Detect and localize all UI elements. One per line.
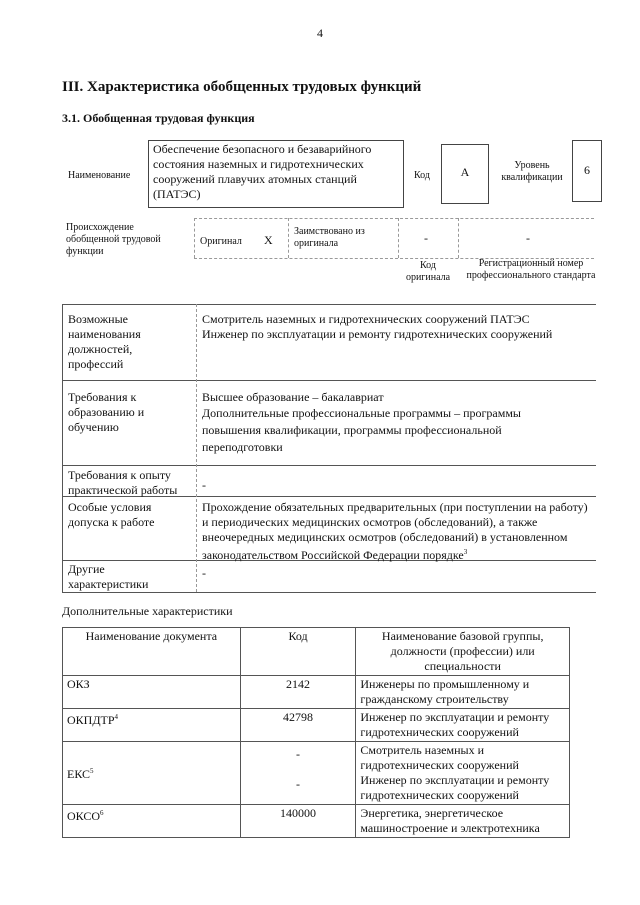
original-mark: X [264, 233, 273, 247]
education-value-2: Дополнительные профессиональные программы – программы повышения квалификации, программы профессиональной переподготовки [202, 406, 521, 454]
header-name: Наименование базовой группы, должности (профессии) или специальности [356, 628, 570, 676]
code-box [441, 144, 489, 204]
table-row [63, 676, 570, 709]
education-value-1: Высшее образование – бакалавриат [202, 390, 384, 404]
conditions-footnote: 3 [463, 548, 468, 556]
origin-dash-2: - [526, 231, 530, 245]
header-document: Наименование документа [63, 628, 241, 676]
experience-value: - [202, 478, 206, 492]
gtf-code: A [460, 165, 470, 179]
positions-value-2: Инженер по эксплуатации и ремонту гидротехнических сооружений [202, 327, 553, 341]
education-label: Требования к образованию и обучению [68, 390, 145, 434]
code-eks: - - [240, 742, 356, 805]
gtf-level: 6 [584, 163, 590, 177]
table-row [63, 742, 570, 805]
gtf-name: Обеспечение безопасного и безаварийного состояния наземных и гидротехнических сооружений плавучих атомных станций (ПАТЭС) [153, 142, 372, 201]
subsection-title: 3.1. Обобщенная трудовая функция [62, 111, 255, 125]
origin-label: Происхождение обобщенной трудовой функции [66, 222, 161, 257]
code-label: Код [414, 170, 430, 181]
level-box [572, 140, 602, 202]
table-row [63, 709, 570, 742]
other-value: - [202, 566, 206, 580]
page-number: 4 [317, 26, 323, 40]
origin-dash-1: - [424, 231, 428, 245]
additional-header-row [63, 628, 570, 676]
conditions-label: Особые условия допуска к работе [68, 500, 155, 529]
code-okz: 2142 [240, 676, 356, 709]
table-row [63, 805, 570, 838]
original-label: Оригинал [200, 236, 242, 247]
level-label: Уровень квалификации [501, 160, 563, 183]
doc-okso: ОКСО$^6$ [63, 805, 241, 838]
section-title: III. Характеристика обобщенных трудовых функций [62, 79, 422, 95]
reg-number-label: Регистрационный номер профессионального стандарта [466, 258, 596, 281]
name-okso: Энергетика, энергетическое машиностроение и электротехника [356, 805, 570, 838]
code-okpdtr: 42798 [240, 709, 356, 742]
name-okpdtr: Инженер по эксплуатации и ремонту гидротехнических сооружений [356, 709, 570, 742]
conditions-value [202, 500, 590, 563]
additional-title: Дополнительные характеристики [62, 604, 233, 618]
name-box [148, 140, 404, 208]
doc-eks: ЕКС$^5$ [63, 742, 241, 805]
doc-okz: ОКЗ [63, 676, 241, 709]
doc-okpdtr: ОКПДТР$^4$ [63, 709, 241, 742]
conditions-text: Прохождение обязательных предварительных (при поступлении на работу) и периодических медицинских осмотров (обследований), а также внеочередных медицинских осмотров (обследований) в установленном законодательством Российской Федерации порядке [202, 500, 588, 562]
name-eks: Смотритель наземных и гидротехнических сооружений Инженер по эксплуатации и ремонту гидротехнических сооружений [356, 742, 570, 805]
header-code: Код [240, 628, 356, 676]
name-okz: Инженеры по промышленному и гражданскому строительству [356, 676, 570, 709]
code-original-label: Код оригинала [405, 260, 451, 283]
borrowed-label: Заимствовано из оригинала [294, 226, 365, 249]
experience-label: Требования к опыту практической работы [68, 468, 178, 497]
other-label: Другие характеристики [68, 562, 149, 591]
code-okso: 140000 [240, 805, 356, 838]
positions-value-1: Смотритель наземных и гидротехнических сооружений ПАТЭС [202, 312, 530, 326]
name-label: Наименование [68, 170, 131, 181]
additional-table [62, 627, 570, 838]
positions-label: Возможные наименования должностей, профессий [68, 312, 141, 371]
